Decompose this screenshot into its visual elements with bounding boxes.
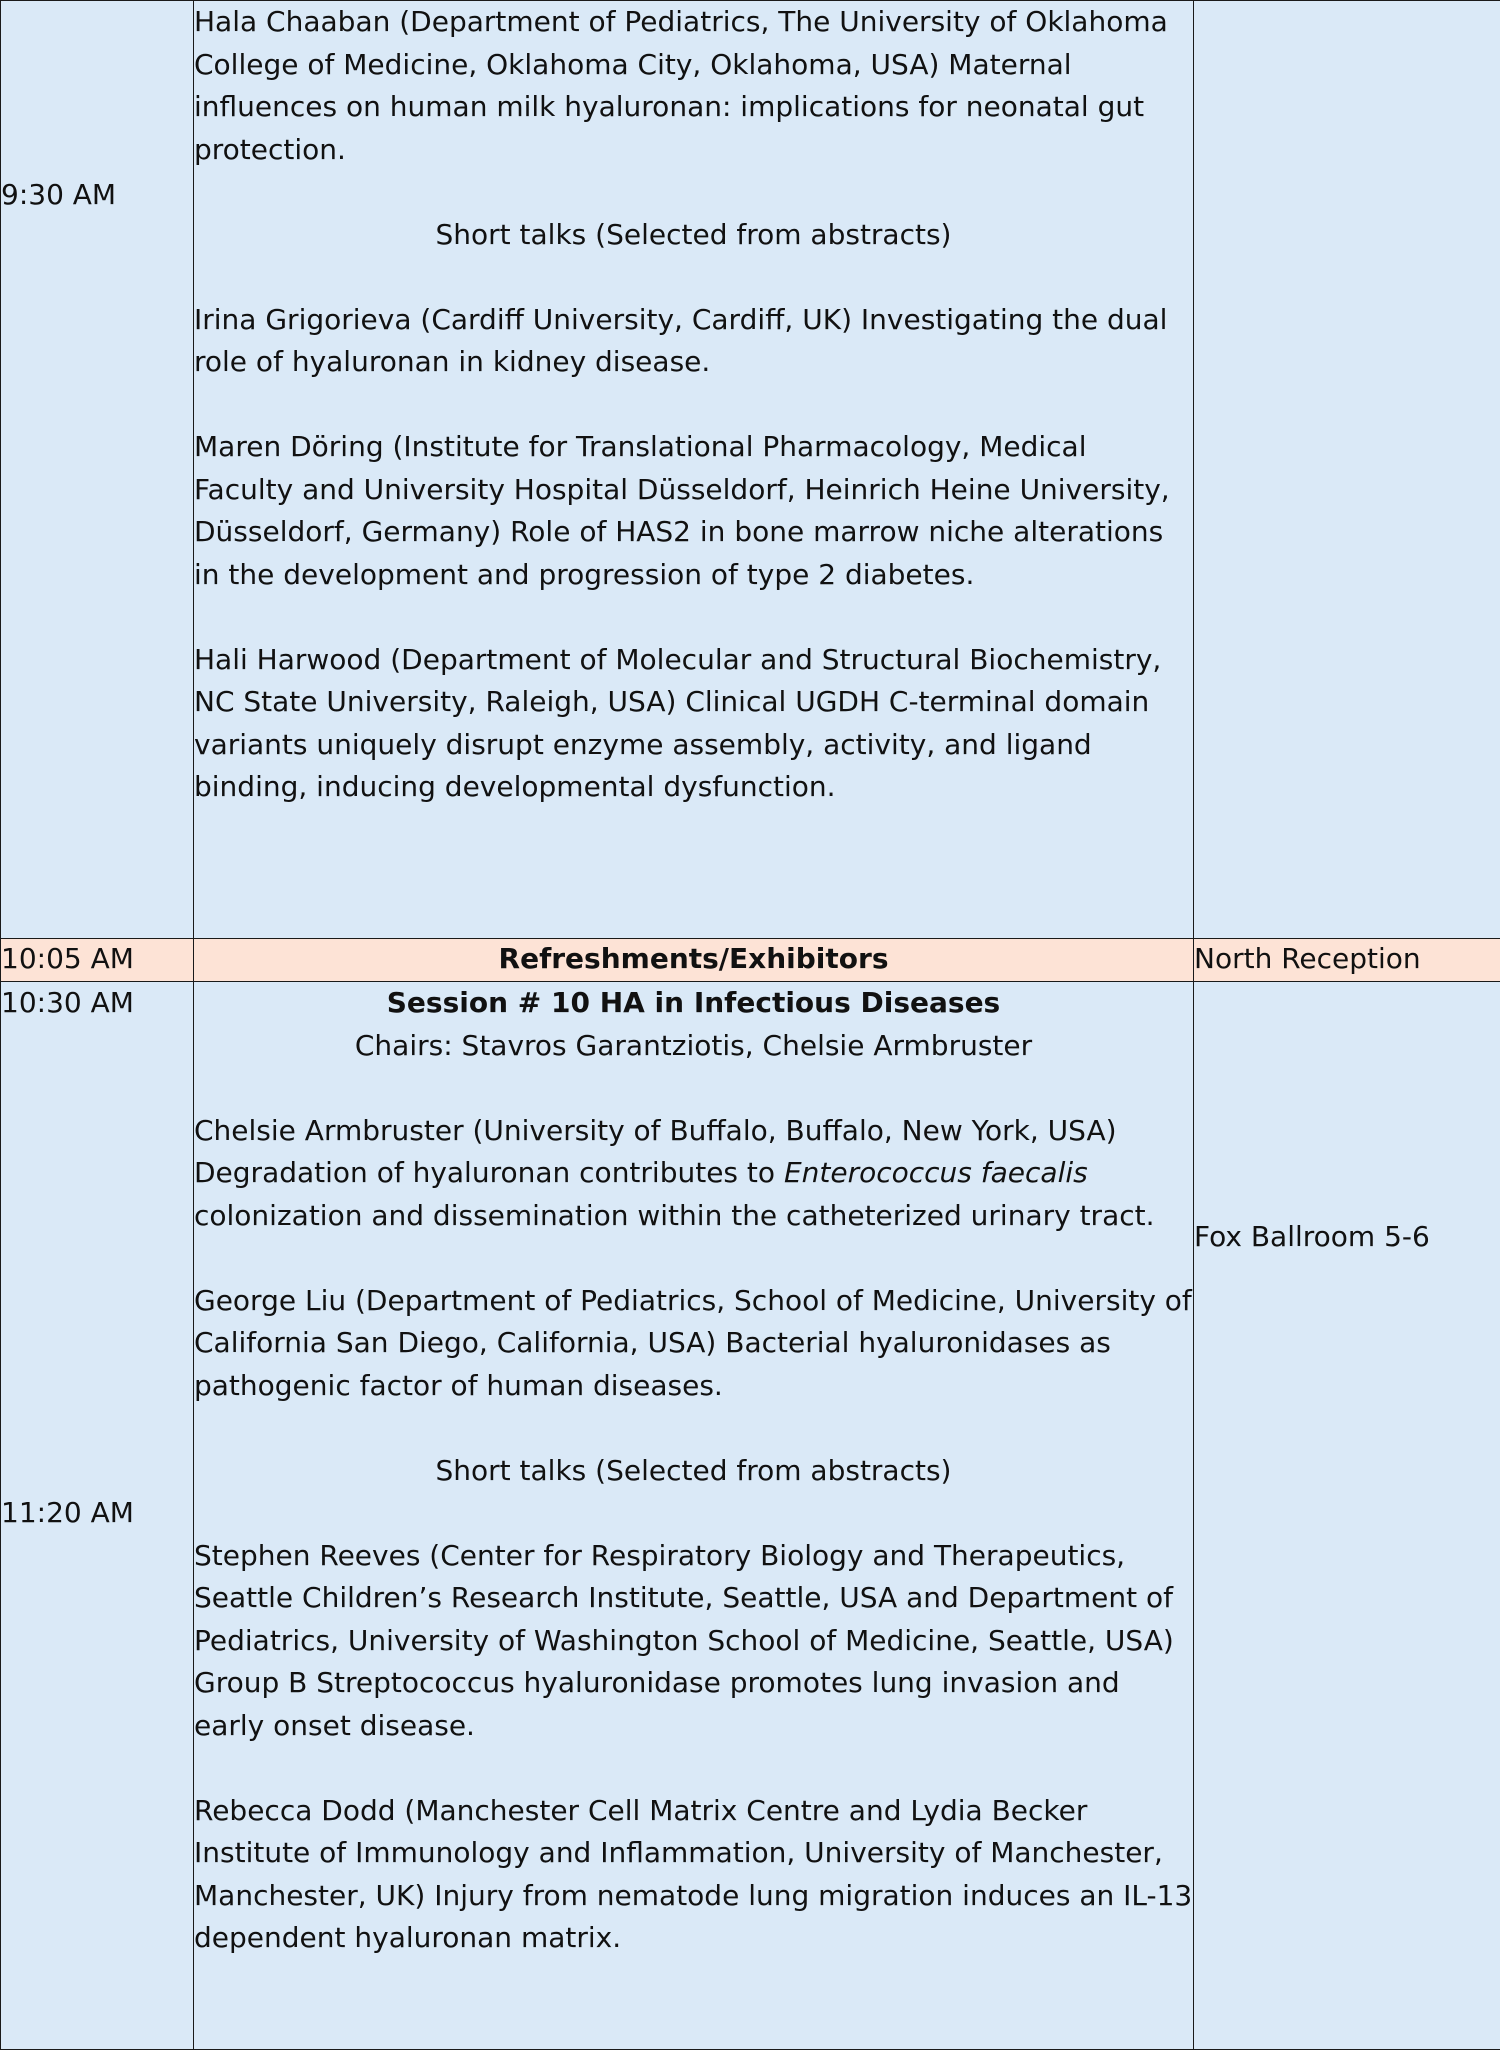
talks-cell xyxy=(194,1,1194,939)
room-cell xyxy=(1194,1,1500,939)
schedule-row-session-10 xyxy=(1,982,1500,2050)
schedule-row-morning-talks xyxy=(1,1,1500,939)
break-time: 10:05 AM xyxy=(1,939,194,982)
time-cell xyxy=(1,982,194,2050)
session-title: Session # 10 HA in Infectious Diseases xyxy=(194,982,1193,1025)
talk-text: Chelsie Armbruster (University of Buffalo, Buffalo, New York, USA) Degradation of hyaluronan contributes to xyxy=(194,1114,1117,1190)
short-talks-heading: Short talks (Selected from abstracts) xyxy=(194,1450,1193,1493)
room-label: Fox Ballroom 5-6 xyxy=(1194,1216,1500,1258)
talk-entry: Rebecca Dodd (Manchester Cell Matrix Centre and Lydia Becker Institute of Immunology and Inflammation, University of Manchester, Manchester, UK) Injury from nematode lung migration induces an IL-13 dependent hyaluronan matrix. xyxy=(194,1790,1193,1960)
talk-entry xyxy=(194,1110,1193,1238)
break-room: North Reception xyxy=(1194,939,1500,982)
time-label: 10:30 AM xyxy=(1,982,193,1024)
session-chairs: Chairs: Stavros Garantziotis, Chelsie Armbruster xyxy=(194,1025,1193,1068)
talk-entry: Hali Harwood (Department of Molecular and Structural Biochemistry, NC State University, Raleigh, USA) Clinical UGDH C-terminal domain variants uniquely disrupt enzyme assembly, activity, and ligand binding, inducing developmental dysfunction. xyxy=(194,639,1193,809)
talk-entry: Hala Chaaban (Department of Pediatrics, The University of Oklahoma College of Medicine, Oklahoma City, Oklahoma, USA) Maternal influences on human milk hyaluronan: implications for neonatal gut protection. xyxy=(194,1,1193,171)
talk-entry: Stephen Reeves (Center for Respiratory Biology and Therapeutics, Seattle Children’s Research Institute, Seattle, USA and Department of Pediatrics, University of Washington School of Medicine, Seattle, USA) Group B Streptococcus hyaluronidase promotes lung invasion and early onset disease. xyxy=(194,1535,1193,1748)
time-cell xyxy=(1,1,194,939)
species-name: Enterococcus faecalis xyxy=(784,1156,1088,1189)
talk-entry: Maren Döring (Institute for Translational Pharmacology, Medical Faculty and University Hospital Düsseldorf, Heinrich Heine University, Düsseldorf, Germany) Role of HAS2 in bone marrow niche alterations in the development and progression of type 2 diabetes. xyxy=(194,426,1193,596)
talk-entry: George Liu (Department of Pediatrics, School of Medicine, University of California San Diego, California, USA) Bacterial hyaluronidases as pathogenic factor of human diseases. xyxy=(194,1280,1193,1408)
schedule-row-break xyxy=(1,939,1500,982)
short-talks-heading: Short talks (Selected from abstracts) xyxy=(194,214,1193,257)
session-cell xyxy=(194,982,1194,2050)
talk-text: colonization and dissemination within the catheterized urinary tract. xyxy=(194,1199,1155,1232)
break-title: Refreshments/Exhibitors xyxy=(194,939,1194,982)
talk-entry: Irina Grigorieva (Cardiff University, Cardiff, UK) Investigating the dual role of hyaluronan in kidney disease. xyxy=(194,299,1193,384)
time-label: 9:30 AM xyxy=(1,171,193,216)
time-label: 11:20 AM xyxy=(1,1492,193,1534)
room-cell xyxy=(1194,982,1500,2050)
